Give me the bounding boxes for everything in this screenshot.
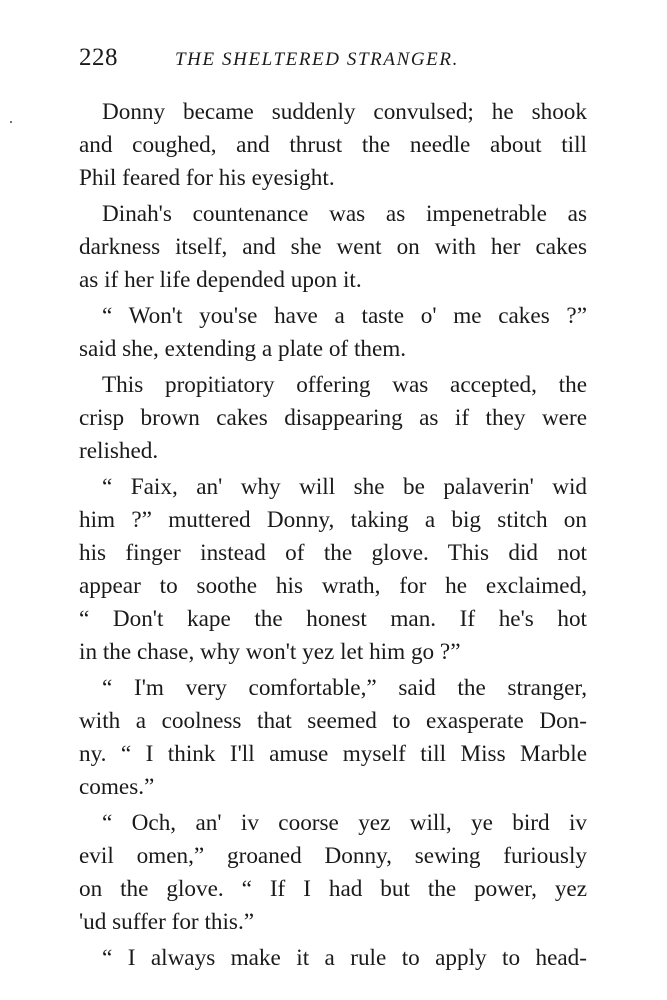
running-head [79, 44, 589, 74]
text-line: darkness itself, and she went on with her cakes [79, 234, 587, 260]
paragraph [79, 96, 587, 195]
running-title: THE SHELTERED STRANGER. [175, 49, 459, 70]
text-line: and coughed, and thrust the needle about till [79, 132, 587, 158]
text-line: said she, extending a plate of them. [79, 336, 407, 362]
paragraph [79, 807, 587, 939]
text-line: 'ud suffer for this.” [79, 909, 255, 935]
paragraph [79, 942, 587, 975]
text-line: him ?” muttered Donny, taking a big stitch on [79, 507, 587, 533]
text-line: in the chase, why won't yez let him go ?” [79, 639, 461, 665]
body-text [79, 96, 587, 975]
text-line: “ Faix, an' why will she be palaverin' wid [102, 474, 587, 500]
paragraph [79, 471, 587, 669]
text-line: as if her life depended upon it. [79, 267, 362, 293]
text-line: crisp brown cakes disappearing as if they were [79, 405, 587, 431]
text-line: on the glove. “ If I had but the power, yez [79, 876, 587, 902]
text-line: appear to soothe his wrath, for he exclaimed, [79, 573, 587, 599]
text-line: This propitiatory offering was accepted, the [102, 372, 587, 398]
text-line: “ Och, an' iv coorse yez will, ye bird iv [102, 810, 587, 836]
text-line: Dinah's countenance was as impenetrable as [102, 201, 587, 227]
text-line: “ Don't kape the honest man. If he's hot [79, 606, 587, 632]
print-speck [10, 121, 12, 123]
text-line: his finger instead of the glove. This did not [79, 540, 587, 566]
paragraph [79, 369, 587, 468]
paragraph [79, 198, 587, 297]
text-line: Phil feared for his eyesight. [79, 165, 335, 191]
paragraph [79, 300, 587, 366]
text-line: evil omen,” groaned Donny, sewing furiously [79, 843, 587, 869]
page-number: 228 [79, 44, 118, 71]
paragraph [79, 672, 587, 804]
text-line: “ I always make it a rule to apply to head- [102, 945, 587, 971]
text-line: comes.” [79, 774, 155, 800]
text-line: relished. [79, 438, 159, 464]
text-line: “ Won't you'se have a taste o' me cakes ?” [102, 303, 587, 329]
text-line: ny. “ I think I'll amuse myself till Miss Marble [79, 741, 587, 767]
text-line: with a coolness that seemed to exasperate Don- [79, 708, 587, 734]
text-line: Donny became suddenly convulsed; he shook [102, 99, 587, 125]
text-line: “ I'm very comfortable,” said the stranger, [102, 675, 587, 701]
